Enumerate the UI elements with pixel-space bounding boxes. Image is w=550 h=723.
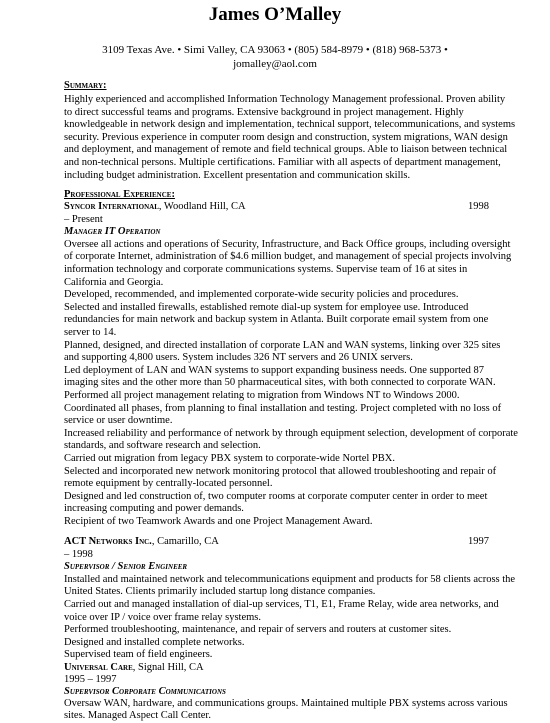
- job-line: Oversee all actions and operations of Security, Infrastructure, and Back Office groups, including oversight: [64, 238, 511, 250]
- summary-line: Highly experienced and accomplished Information Technology Management professional. Proven ability: [64, 94, 506, 105]
- job-line: sites. Managed Aspect Call Center.: [64, 710, 211, 721]
- job-line: Carried out and managed installation of dial-up services, T1, E1, Frame Relay, wide area networks, and: [64, 599, 499, 610]
- job-dates: – 1998: [64, 548, 93, 560]
- candidate-name: James O’Malley: [208, 4, 342, 25]
- job-year: 1998: [468, 201, 489, 212]
- job-title: Supervisor Corporate Communications: [64, 686, 226, 697]
- job-employer: [64, 536, 219, 549]
- job-line: Carried out migration from legacy PBX system to corporate-wide Nortel PBX.: [64, 453, 395, 464]
- company-location: , Woodland Hill, CA: [158, 201, 246, 212]
- summary-line: including budget administration. Excellent presentation and communication skills.: [64, 169, 411, 181]
- company-name: Syncor International: [64, 201, 159, 212]
- job-line: remote equipment by centrally-located personnel.: [64, 478, 273, 490]
- job-line: Planned, designed, and directed installation of corporate LAN and WAN systems, linking over 325 sites: [64, 339, 501, 351]
- contact-line: 3109 Texas Ave. • Simi Valley, CA 93063 • (805) 584-8979 • (818) 968-5373 •: [102, 44, 448, 56]
- job-line: Performed troubleshooting, maintenance, and repair of servers and routers at customer sites.: [64, 624, 452, 636]
- job-line: server to 14.: [64, 327, 117, 338]
- job-line: Selected and installed firewalls, established remote dial-up system for employee use. Introduced: [64, 301, 469, 313]
- contact-email: jomalley@aol.com: [233, 58, 317, 70]
- summary-line: knowledgeable in network design and implementation, technical support, telecommunications, and systems: [64, 119, 516, 131]
- job-line: Recipient of two Teamwork Awards and one Project Management Award.: [64, 516, 373, 527]
- job-line: Selected and incorporated new network monitoring protocol that allowed troubleshooting and repair of: [64, 465, 497, 477]
- job-line: redundancies for main network and backup system in Atlanta. Built corporate email system from one: [64, 314, 489, 326]
- job-line: Designed and installed complete networks.: [64, 636, 245, 648]
- job-line: Led deployment of LAN and WAN systems to support expanding business needs. One supported 87: [64, 364, 485, 376]
- company-name: Universal Care: [64, 662, 133, 673]
- job-line: and supporting 4,800 users. System includes 326 NT servers and 26 UNIX servers.: [64, 352, 413, 364]
- job-line: Oversaw WAN, hardware, and communications groups. Maintained multiple PBX systems across various: [64, 698, 508, 709]
- job-line: Increased reliability and performance of network by through equipment selection, development of corporate: [64, 427, 518, 439]
- job-line: standards, and software research and selection.: [64, 440, 261, 452]
- summary-line: and non-technical persons. Multiple certifications. Familiar with all aspects of department management,: [64, 157, 501, 168]
- job-line: of corporate Internet, administration of $4.6 million budget, and management of special projects involving: [64, 251, 512, 263]
- summary-line: and deployment, and management of remote and field technical groups. Able to liaison between technical: [64, 144, 508, 156]
- job-employer: [64, 662, 204, 675]
- job-line: California and Georgia.: [64, 276, 164, 288]
- job-line: service or user downtime.: [64, 415, 173, 427]
- job-dates: 1995 – 1997: [64, 674, 117, 685]
- job-line: voice over IP / voice over frame relay systems.: [64, 611, 261, 623]
- summary-line: security. Previous experience in computer room design and construction, system migrations, WAN design: [64, 131, 508, 143]
- experience-heading: Professional Experience:: [64, 189, 175, 200]
- company-location: , Camarillo, CA: [151, 536, 219, 547]
- job-employer: [64, 201, 246, 214]
- company-name: ACT Networks Inc.: [64, 536, 152, 547]
- job-line: Installed and maintained network and telecommunications equipment and products for 58 clients across the: [64, 573, 516, 585]
- company-location: , Signal Hill, CA: [132, 662, 204, 673]
- job-line: information technology and corporate communications systems. Supervise team of 16 at sites in: [64, 264, 468, 275]
- job-line: Supervised team of field engineers.: [64, 649, 213, 661]
- job-line: Developed, recommended, and implemented corporate-wide security policies and procedures.: [64, 289, 459, 301]
- job-line: increasing computing and power demands.: [64, 503, 244, 515]
- job-line: Coordinated all phases, from planning to final installation and testing. Project completed with no loss of: [64, 402, 502, 414]
- job-line: United States. Clients primarily included startup long distance companies.: [64, 586, 376, 598]
- job-year: 1997: [468, 536, 489, 547]
- summary-heading: Summary:: [64, 80, 107, 91]
- job-dates: – Present: [64, 213, 103, 225]
- job-line: Performed all project management relating to migration from Windows NT to Windows 2000.: [64, 390, 460, 401]
- job-title: Manager IT Operation: [64, 226, 161, 238]
- summary-line: to direct successful teams and programs. Extensive background in project management. Highly: [64, 106, 464, 118]
- job-line: Designed and led construction of, two computer rooms at corporate computer center in order to meet: [64, 490, 488, 502]
- job-line: imaging sites and the other more than 50 pharmaceutical sites, with both connected to corporate WAN.: [64, 377, 496, 389]
- job-title: Supervisor / Senior Engineer: [64, 561, 188, 573]
